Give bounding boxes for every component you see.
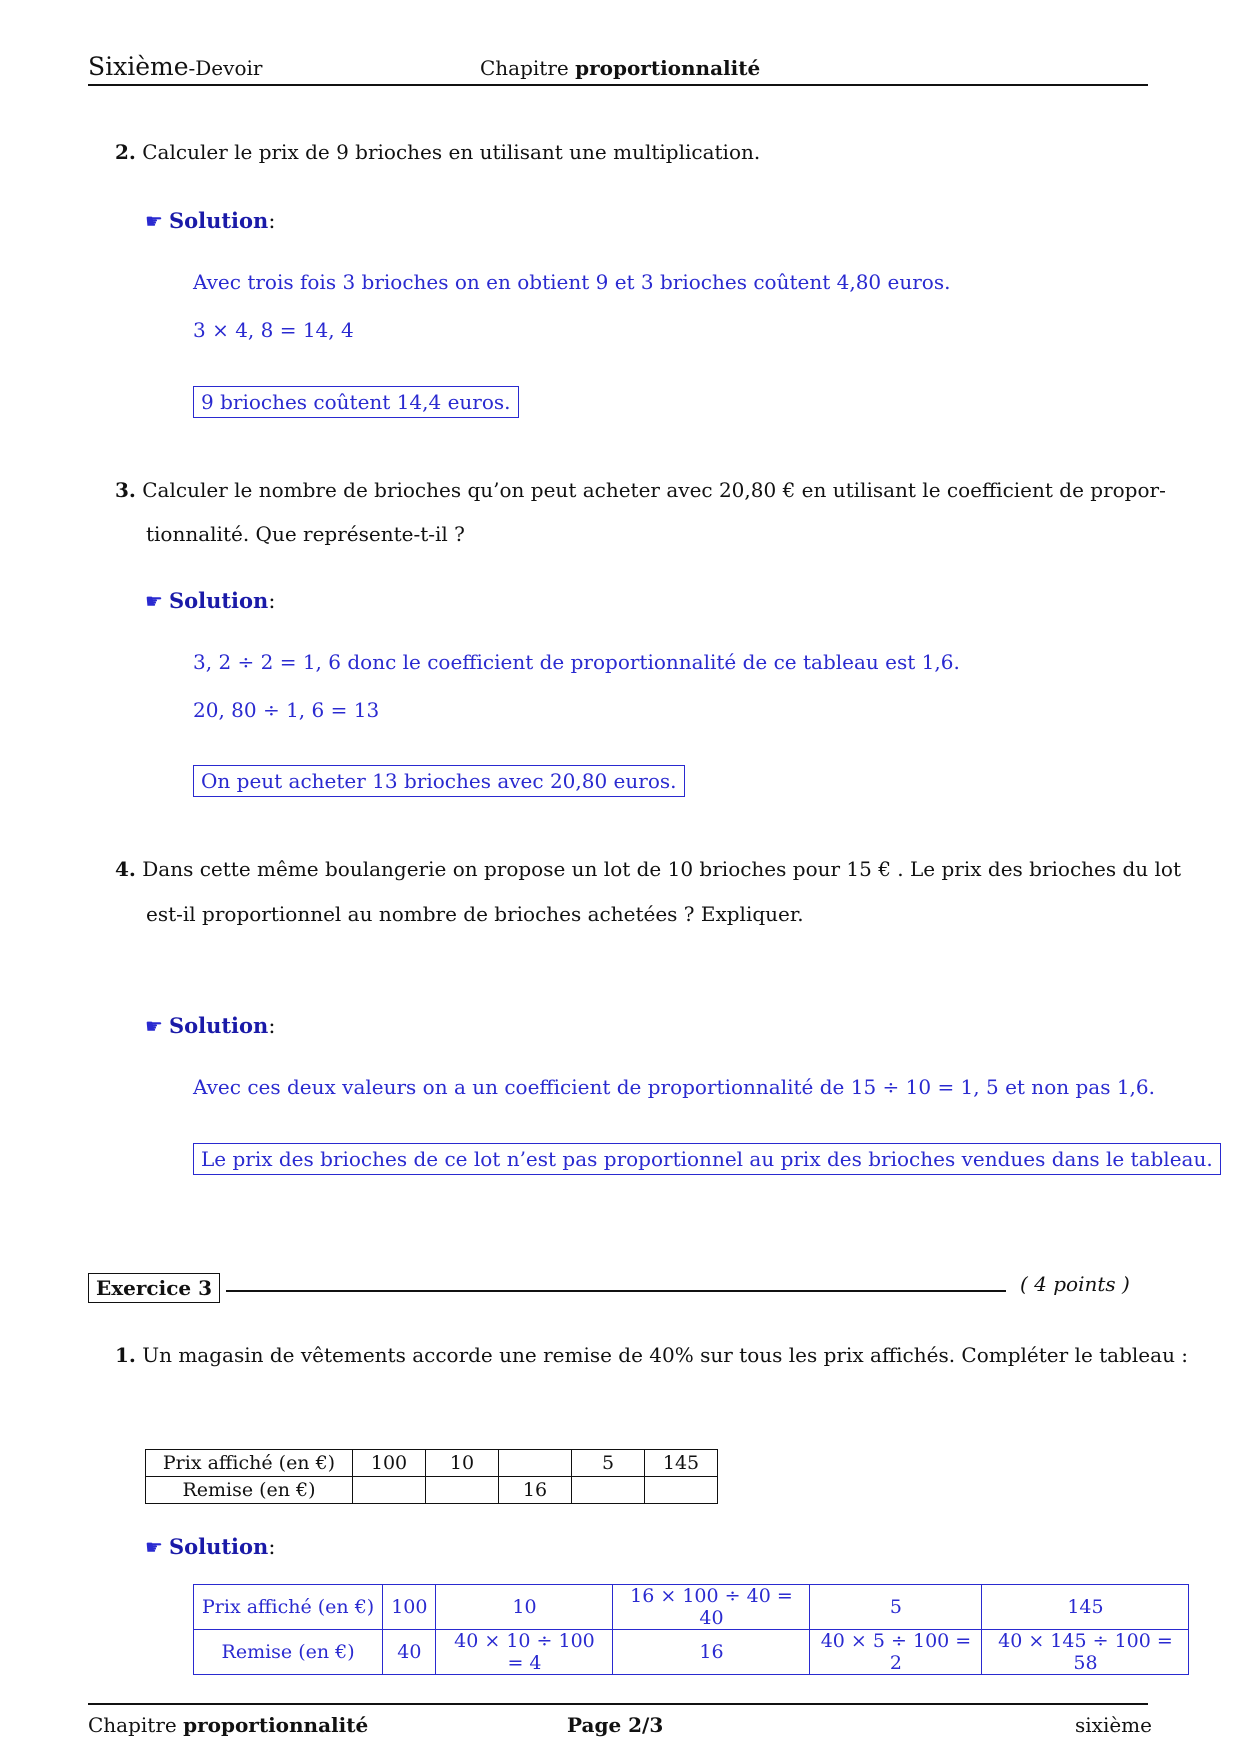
q4-number: 4.	[115, 857, 136, 881]
table-cell	[499, 1450, 572, 1477]
table-cell: 100	[353, 1450, 426, 1477]
q4-boxed-answer: Le prix des brioches de ce lot n’est pas proportionnel au prix des brioches vendues dans le tableau.	[193, 1143, 1221, 1175]
footer-chapter	[88, 1713, 368, 1737]
q2-solution-heading: ☛ Solution:	[145, 208, 276, 233]
table-cell: 16	[613, 1630, 810, 1675]
header-chapter	[480, 56, 760, 80]
pointing-hand-icon: ☛	[145, 589, 163, 613]
table-row	[146, 1477, 718, 1504]
table-cell: 100	[383, 1585, 436, 1630]
table-cell: 145	[982, 1585, 1189, 1630]
ex3-solution-label: Solution	[168, 1534, 269, 1559]
header-chapter-prefix: Chapitre	[480, 56, 569, 80]
q2-line1: Avec trois fois 3 brioches on en obtient 9 et 3 brioches coûtent 4,80 euros.	[193, 270, 951, 294]
q2-text: Calculer le prix de 9 brioches en utilisant une multiplication.	[142, 140, 761, 164]
ex3-solution-heading: ☛ Solution:	[145, 1534, 276, 1559]
q4-text1: Dans cette même boulangerie on propose un lot de 10 brioches pour 15 € . Le prix des brioches du lot	[142, 857, 1181, 881]
table-cell: 16 × 100 ÷ 40 = 40	[613, 1585, 810, 1630]
table-cell: 5	[572, 1450, 645, 1477]
table-cell: Prix affiché (en €)	[194, 1585, 383, 1630]
exercise-title-rule	[226, 1290, 1006, 1292]
table-cell: 5	[810, 1585, 982, 1630]
header-level: Sixième	[88, 52, 189, 81]
header-title	[88, 52, 262, 81]
q3-text1: Calculer le nombre de brioches qu’on peut acheter avec 20,80 € en utilisant le coefficient de propor-	[142, 478, 1166, 502]
q3-boxed-answer: On peut acheter 13 brioches avec 20,80 euros.	[193, 765, 685, 797]
q4-statement-line2: est-il proportionnel au nombre de brioches achetées ? Expliquer.	[146, 902, 804, 926]
header-chapter-name: proportionnalité	[575, 56, 761, 80]
table-cell	[572, 1477, 645, 1504]
pointing-hand-icon: ☛	[145, 1535, 163, 1559]
q3-line1: 3, 2 ÷ 2 = 1, 6 donc le coefficient de proportionnalité de ce tableau est 1,6.	[193, 650, 960, 674]
q2-boxed-answer: 9 brioches coûtent 14,4 euros.	[193, 386, 519, 418]
ex3-q1-number: 1.	[115, 1343, 136, 1367]
discount-table	[145, 1449, 718, 1504]
table-cell: 16	[499, 1477, 572, 1504]
table-cell: 10	[426, 1450, 499, 1477]
footer-rule	[88, 1703, 1148, 1705]
exercise-points: ( 4 points )	[1020, 1272, 1130, 1296]
q2-line2: 3 × 4, 8 = 14, 4	[193, 318, 354, 342]
table-row	[146, 1450, 718, 1477]
q4-statement-line1	[115, 857, 1181, 881]
table-cell: 40 × 5 ÷ 100 = 2	[810, 1630, 982, 1675]
q2-solution-label: Solution	[168, 208, 269, 233]
table-cell: Remise (en €)	[146, 1477, 353, 1504]
footer-page-number: Page 2/3	[567, 1713, 664, 1737]
q3-statement-line1	[115, 478, 1166, 502]
table-cell: Prix affiché (en €)	[146, 1450, 353, 1477]
table-cell: 40 × 10 ÷ 100 = 4	[436, 1630, 613, 1675]
q3-statement-line2: tionnalité. Que représente-t-il ?	[146, 522, 465, 546]
q4-solution-label: Solution	[168, 1013, 269, 1038]
q2-number: 2.	[115, 140, 136, 164]
footer-chapter-name: proportionnalité	[183, 1713, 369, 1737]
header-rule	[88, 84, 1148, 86]
exercise-title: Exercice 3	[88, 1273, 220, 1303]
pointing-hand-icon: ☛	[145, 1014, 163, 1038]
pointing-hand-icon: ☛	[145, 209, 163, 233]
table-cell: 145	[645, 1450, 718, 1477]
q2-statement	[115, 140, 760, 164]
table-row	[194, 1585, 1189, 1630]
q3-solution-heading: ☛ Solution:	[145, 588, 276, 613]
table-cell: 40 × 145 ÷ 100 = 58	[982, 1630, 1189, 1675]
table-cell	[353, 1477, 426, 1504]
q4-line1: Avec ces deux valeurs on a un coefficient de proportionnalité de 15 ÷ 10 = 1, 5 et non pas 1,6.	[193, 1075, 1155, 1099]
ex3-q1-statement	[115, 1343, 1188, 1367]
q3-number: 3.	[115, 478, 136, 502]
table-row	[194, 1630, 1189, 1675]
header-kind: -Devoir	[188, 56, 263, 80]
table-cell	[426, 1477, 499, 1504]
footer-chapter-prefix: Chapitre	[88, 1713, 177, 1737]
ex3-q1-text: Un magasin de vêtements accorde une remise de 40% sur tous les prix affichés. Compléter le tableau :	[142, 1343, 1189, 1367]
footer-level: sixième	[1075, 1713, 1152, 1737]
table-cell: Remise (en €)	[194, 1630, 383, 1675]
q4-solution-heading: ☛ Solution:	[145, 1013, 276, 1038]
q3-solution-label: Solution	[168, 588, 269, 613]
table-cell	[645, 1477, 718, 1504]
q3-line2: 20, 80 ÷ 1, 6 = 13	[193, 698, 380, 722]
table-cell: 10	[436, 1585, 613, 1630]
solution-table	[193, 1584, 1189, 1675]
table-cell: 40	[383, 1630, 436, 1675]
